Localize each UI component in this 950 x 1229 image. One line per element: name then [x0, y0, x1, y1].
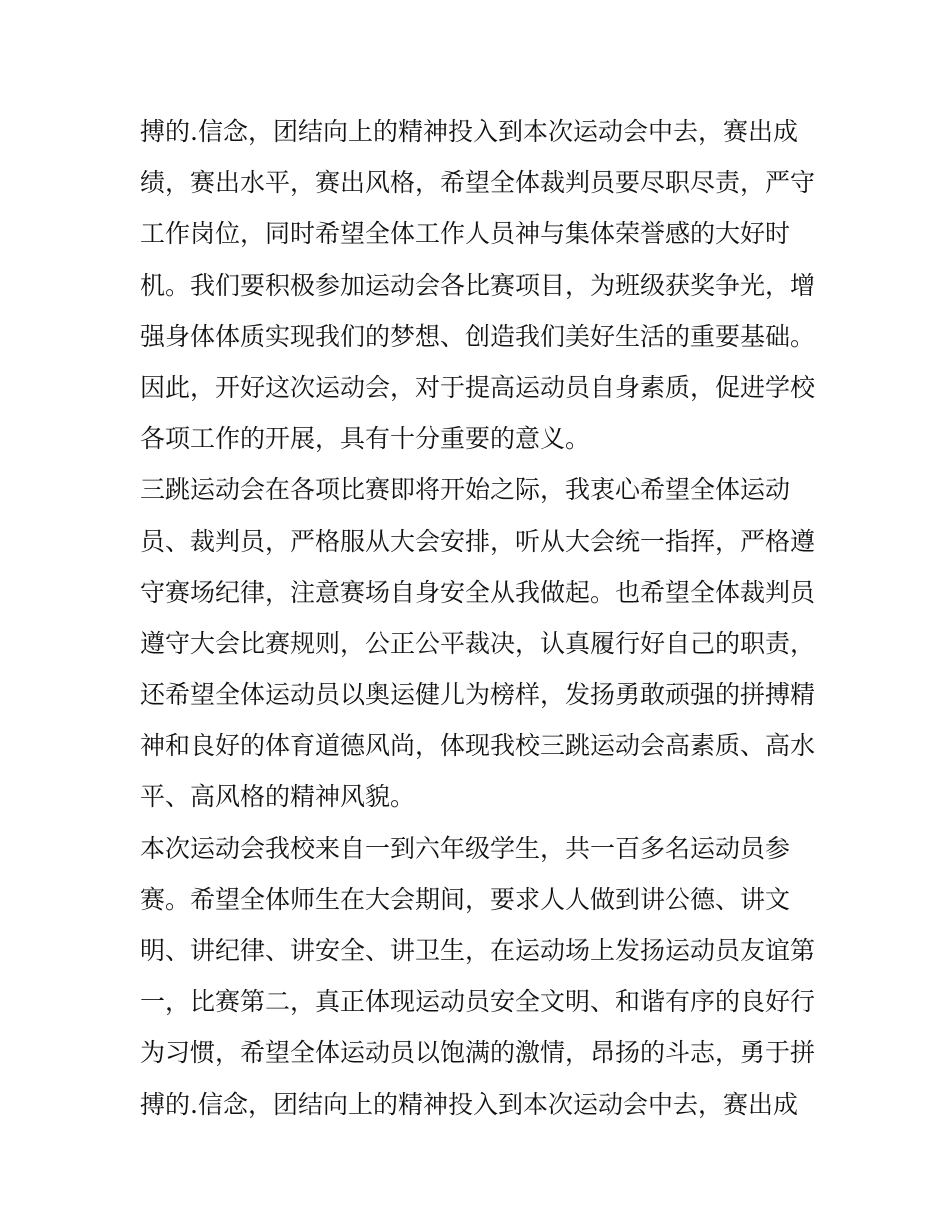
text-line: 守赛场纪律，注意赛场自身安全从我做起。也希望全体裁判员 [140, 577, 816, 607]
body-text [140, 106, 830, 1130]
text-line: 三跳运动会在各项比赛即将开始之际，我衷心希望全体运动 [140, 475, 791, 505]
text-line: 因此，开好这次运动会，对于提高运动员自身素质，促进学校 [140, 372, 816, 402]
text-line: 明、讲纪律、讲安全、讲卫生，在运动场上发扬运动员友谊第 [140, 936, 816, 965]
text-line: 工作岗位，同时希望全体工作人员神与集体荣誉感的大好时 [140, 219, 791, 249]
text-line: 平、高风格的精神风貌。 [140, 782, 416, 812]
text-line: 绩，赛出水平，赛出风格，希望全体裁判员要尽职尽责，严守 [140, 168, 816, 198]
text-line: 赛。希望全体师生在大会期间，要求人人做到讲公德、讲文 [140, 884, 791, 914]
text-line: 一，比赛第二，真正体现运动员安全文明、和谐有序的良好行 [140, 987, 816, 1017]
text-line: 各项工作的开展，具有十分重要的意义。 [140, 424, 591, 454]
text-line: 搏的.信念，团结向上的精神投入到本次运动会中去，赛出成 [140, 117, 798, 146]
text-line: 搏的.信念，团结向上的精神投入到本次运动会中去，赛出成 [140, 1089, 798, 1119]
text-line: 为习惯，希望全体运动员以饱满的激情，昂扬的斗志，勇于拼 [140, 1038, 816, 1068]
text-line: 本次运动会我校来自一到六年级学生，共一百多名运动员参 [140, 833, 791, 863]
text-line: 强身体体质实现我们的梦想、创造我们美好生活的重要基础。 [140, 321, 816, 351]
text-line: 遵守大会比赛规则，公正公平裁决，认真履行好自己的职责， [140, 628, 816, 658]
text-line: 机。我们要积极参加运动会各比赛项目，为班级获奖争光，增 [140, 270, 816, 300]
text-line: 还希望全体运动员以奥运健儿为榜样，发扬勇敢顽强的拼搏精 [140, 680, 816, 710]
text-line: 神和良好的体育道德风尚，体现我校三跳运动会高素质、高水 [140, 731, 816, 761]
text-line: 员、裁判员，严格服从大会安排，听从大会统一指挥，严格遵 [140, 526, 816, 556]
